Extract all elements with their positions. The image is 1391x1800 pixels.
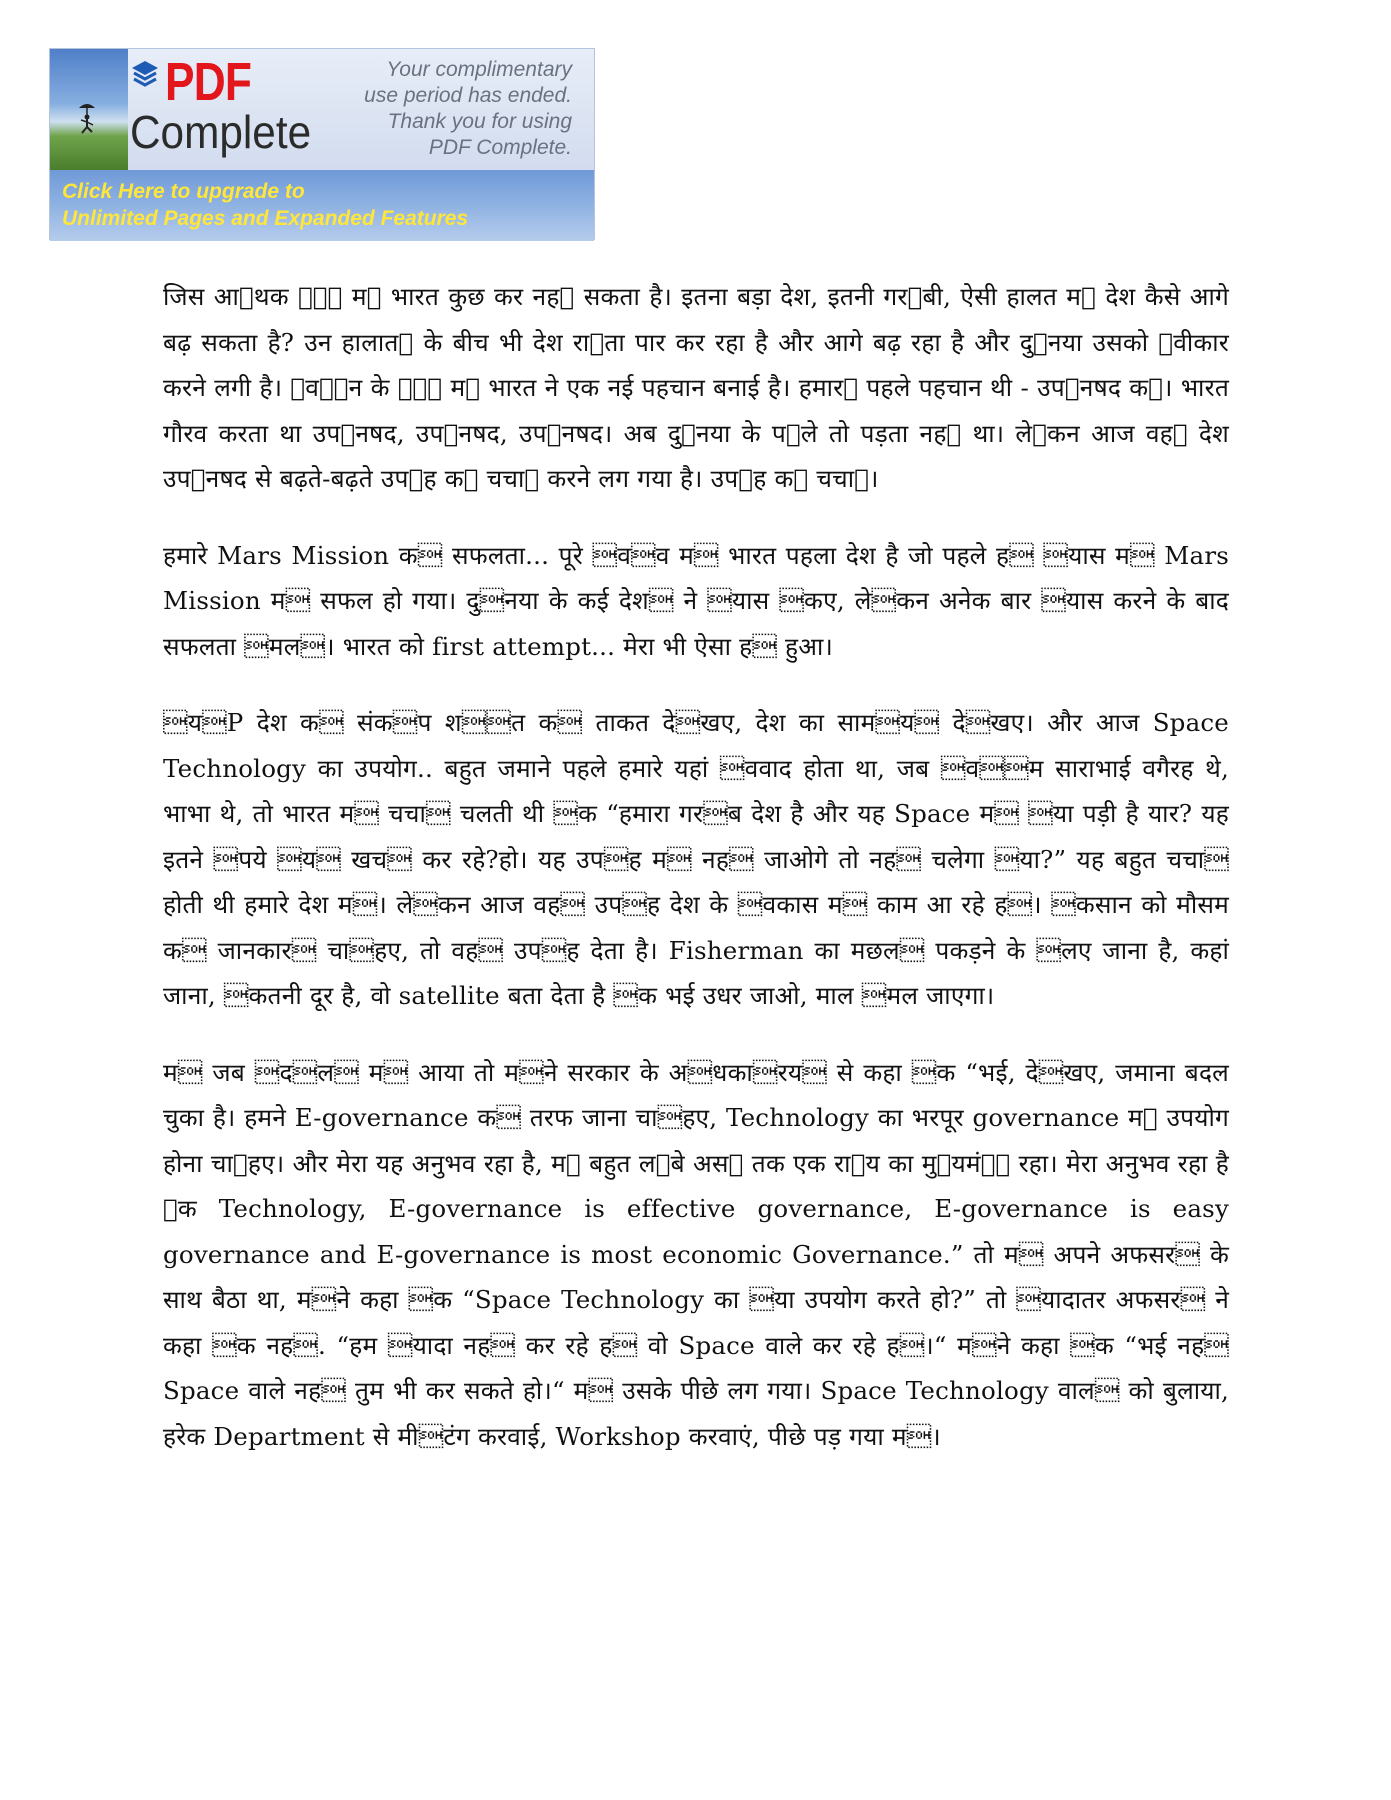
umbrella-jumper-photo <box>50 49 128 170</box>
pdf-complete-banner[interactable] <box>49 48 595 240</box>
paragraph: जिस आथक े म भारत कुछ कर नह सकता है। इतना बड़ा देश, इतनी गरबी, ऐसी हालत म देश कैसे आगे बढ़ सकता है? उन हालात के बीच भी देश राता पार कर रहा है और आगे बढ़ रहा है और दुनया उसको वीकार करने लगी है। वान के े म भारत ने एक नई पहचान बनाई है। हमार पहले पहचान थी - उपनषद क। भारत गौरव करता था उपनषद, उपनषद, उपनषद। अब दुनया के पले तो पड़ता नह था। लेकन आज वह देश उपनषद से बढ़ते-बढ़ते उपह क चचा करने लग गया है। उपह क चचा। <box>163 282 1229 493</box>
document-body <box>163 274 1229 1490</box>
person-umbrella-icon <box>78 101 96 135</box>
trial-ended-message <box>332 57 572 161</box>
message-line: PDF Complete. <box>428 136 572 159</box>
brand-complete-text: Complete <box>130 106 312 158</box>
paragraph: हमारे Mars Mission क सफलता... पूरे वव म भारत पहला देश है जो पहले ह यास म Mars Mission म सफल हो गया। दुनया के कई देश ने यास कए, लेकन अनेक बार यास करने के बाद सफलता मल। भारत को first attempt... मेरा भी ऐसा ह हुआ। <box>163 540 1229 661</box>
paragraph: म जब दल म आया तो मने सरकार के अधकारय से कहा क “भई, देखए, जमाना बदल चुका है। हमने E-governance क तरफ जाना चाहए, Technology का भरपूर governance म उपयोग होना चाहए। और मेरा यह अनुभव रहा है, म बहुत लबे अस तक एक राय का मुयमंी रहा। मेरा अनुभव रहा है क Technology, E-governance is effective governance, E-governance is easy governance and E-governance is most economic Governance.” तो म अपने अफसर के साथ बैठा था, मने कहा क “Space Technology का या उपयोग करते हो?” तो यादातर अफसर ने कहा क नह. “हम यादा नह कर रहे ह वो Space वाले कर रहे ह।“ मने कहा क “भई नह Space वाले नह तुम भी कर सकते हो।“ म उसके पीछे लग गया। Space Technology वाल को बुलाया, हरेक Department से मीटंग करवाई, Workshop करवाएं, पीछे पड़ गया म। <box>163 1057 1229 1451</box>
brand-pdf-text: PDF <box>165 52 252 112</box>
message-line: Your complimentary <box>386 58 572 81</box>
upgrade-link[interactable] <box>50 170 594 241</box>
upgrade-line[interactable]: Unlimited Pages and Expanded Features <box>62 207 469 230</box>
message-line: use period has ended. <box>364 84 572 107</box>
upgrade-line[interactable]: Click Here to upgrade to <box>62 180 305 203</box>
layers-logo-icon <box>130 59 160 89</box>
paragraph: यP देश क संकप शत क ताकत देखए, देश का सामय देखए। और आज Space Technology का उपयोग.. बहुत जमाने पहले हमारे यहां ववाद होता था, जब वम साराभाई वगैरह थे, भाभा थे, तो भारत म चचा चलती थी क “हमारा गरब देश है और यह Space म या पड़ी है यार? यह इतने पये य खच कर रहे?हो। यह उपह म नह जाओगे तो नह चलेगा या?” यह बहुत चचा होती थी हमारे देश म। लेकन आज वह उपह देश के वकास म काम आ रहे ह। कसान को मौसम क जानकार चाहए, तो वह उपह देता है। Fisherman का मछल पकड़ने के लए जाना है, कहां जाना, कतनी दूर है, वो satellite बता देता है क भई उधर जाओ, माल मल जाएगा। <box>163 708 1229 1010</box>
message-line: Thank you for using <box>387 110 572 133</box>
